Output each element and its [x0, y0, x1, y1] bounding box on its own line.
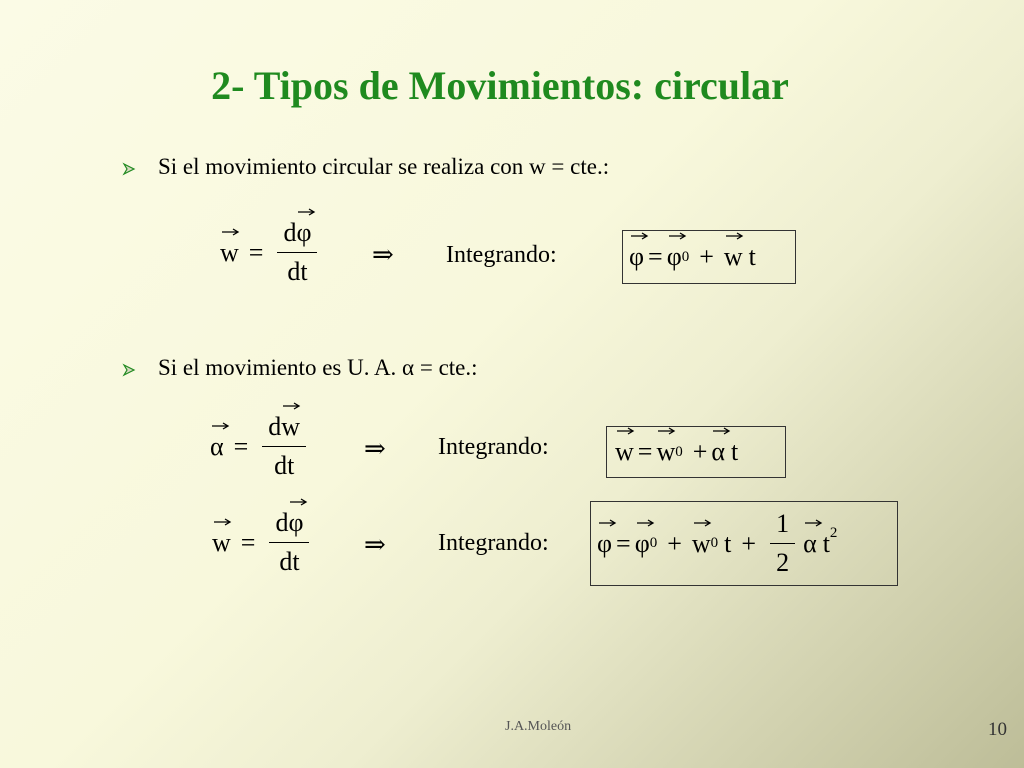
bullet-1-text: Si el movimiento circular se realiza con w = cte.: [158, 154, 610, 179]
vector-arrow-icon [692, 517, 712, 527]
vector-arrow-icon [803, 517, 823, 527]
fraction-dw-dt: d w dt [262, 412, 306, 481]
fraction-one-half: $\frac{1}{2}$ [770, 509, 795, 578]
vector-arrow-icon [212, 516, 232, 526]
implies-symbol: ⇒ [364, 530, 386, 559]
implies-symbol: ⇒ [364, 434, 386, 463]
fraction-dphi-dt: d φ dt [277, 218, 317, 287]
vector-arrow-icon [635, 517, 655, 527]
vector-arrow-icon [281, 400, 301, 410]
integrating-label: Integrando: [438, 434, 549, 460]
vector-arrow-icon [724, 230, 744, 240]
arrow-bullet-icon [122, 363, 136, 377]
result-box-2: w = w 0 + α t [606, 426, 786, 478]
equation-w-def-2: w = d φ dt [212, 508, 313, 577]
vector-arrow-icon [656, 425, 676, 435]
vector-arrow-icon [629, 230, 649, 240]
w-vector: w [220, 238, 239, 268]
vector-arrow-icon [210, 420, 230, 430]
vector-arrow-icon [615, 425, 635, 435]
equation-alpha-def: α = d w dt [210, 412, 310, 481]
vector-arrow-icon [597, 517, 617, 527]
integrating-label: Integrando: [446, 242, 557, 268]
implies-symbol: ⇒ [372, 240, 394, 269]
result-box-1: φ = φ 0 + w t [622, 230, 796, 284]
bullet-2 [122, 355, 478, 381]
footer-author: J.A.Moleón [505, 719, 572, 734]
equals: = [248, 237, 264, 267]
slide-title: 2- Tipos de Movimientos: circular [211, 63, 789, 108]
fraction-dphi-dt: d φ dt [269, 508, 309, 577]
result-box-3: φ = φ 0 + w 0 t + $\frac{1}{2}$ α t $^2$ [590, 501, 898, 586]
arrow-bullet-icon [122, 162, 136, 176]
vector-arrow-icon [296, 206, 316, 216]
bullet-1 [122, 154, 609, 180]
page-number: 10 [988, 719, 1007, 740]
vector-arrow-icon [288, 496, 308, 506]
vector-arrow-icon [711, 425, 731, 435]
integrating-label: Integrando: [438, 530, 549, 556]
equation-w-def-1 [220, 218, 321, 287]
vector-arrow-icon [667, 230, 687, 240]
bullet-2-text: Si el movimiento es U. A. α = cte.: [158, 355, 478, 380]
vector-arrow-icon [220, 226, 240, 236]
